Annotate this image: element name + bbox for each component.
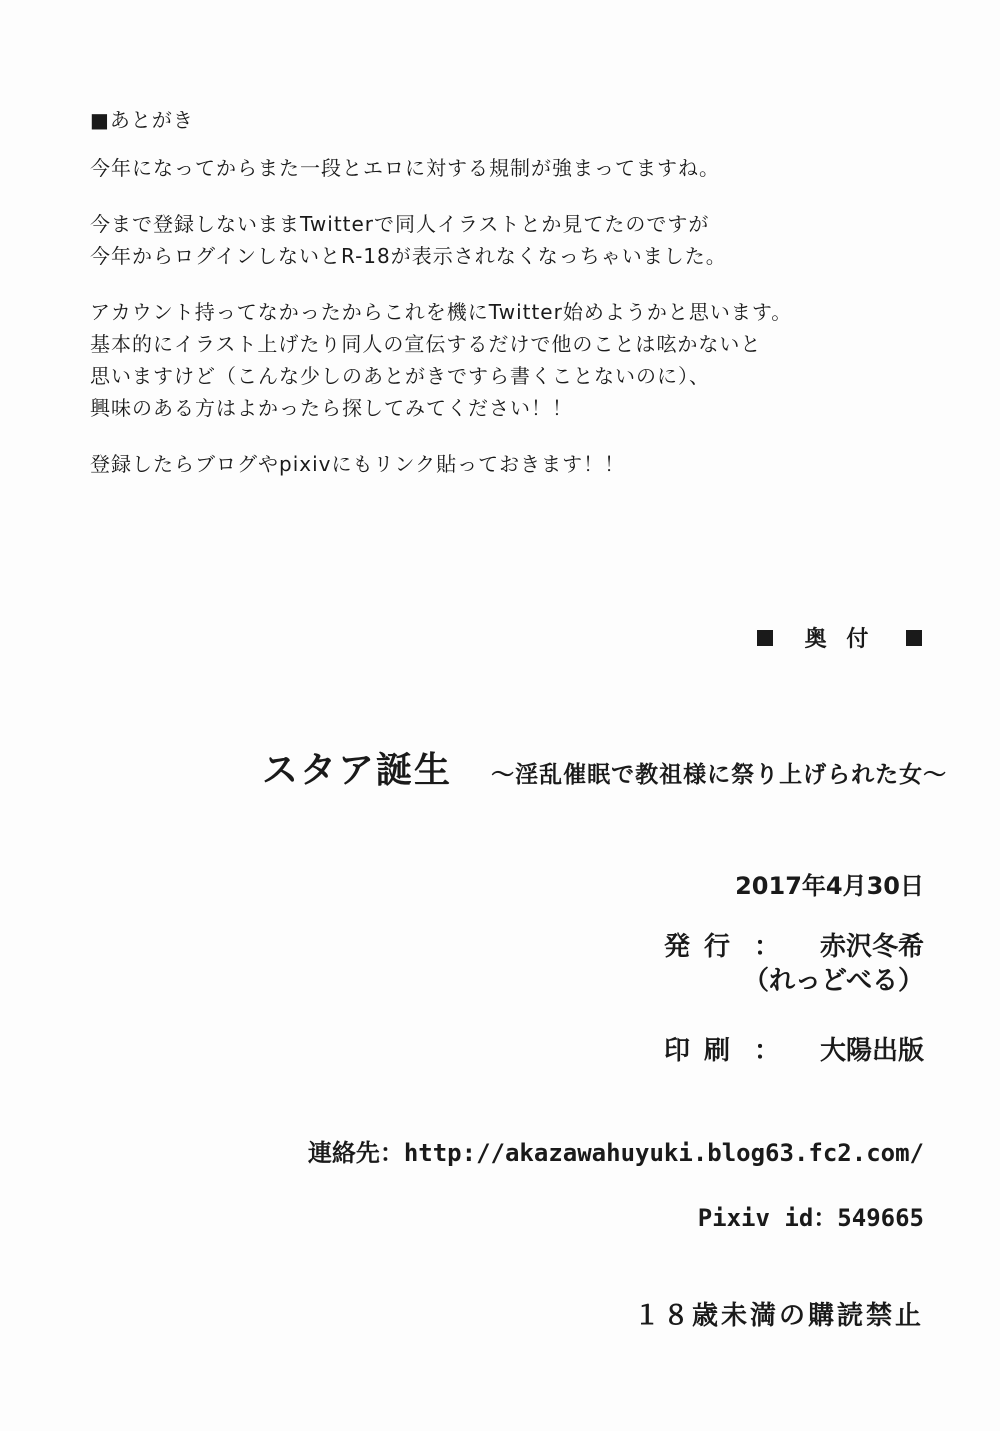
- printer-block: [664, 1030, 924, 1067]
- afterword-paragraph-1: [90, 152, 850, 184]
- contact-url: http://akazawahuyuki.blog63.fc2.com/: [403, 1139, 924, 1167]
- afterword-section: [90, 104, 850, 504]
- afterword-line: 今年になってからまた一段とエロに対する規制が強まってますね。: [90, 156, 720, 180]
- issuer-label: 発行: [663, 932, 744, 962]
- publication-date: 2017年4月30日: [735, 872, 924, 900]
- printer-label: 印刷: [663, 1036, 744, 1066]
- square-bullet-icon: [906, 630, 922, 646]
- afterword-paragraph-4: [90, 448, 850, 480]
- book-subtitle: ～淫乱催眠で教祖様に祭り上げられた女～: [491, 762, 948, 788]
- printer-name: 大陽出版: [819, 1036, 924, 1066]
- issuer-name: 赤沢冬希: [819, 932, 924, 962]
- colophon-heading-text: 奥 付: [804, 627, 875, 652]
- issuer-circle: （れっどべる）: [743, 966, 924, 996]
- afterword-line: 思いますけど（こんな少しのあとがきですら書くことないのに）、: [90, 364, 710, 388]
- book-title: スタア誕生: [262, 750, 453, 791]
- afterword-paragraph-3: [90, 296, 850, 424]
- contact-block: [308, 1133, 924, 1168]
- afterword-line: アカウント持ってなかったからこれを機にTwitter始めようかと思います。: [90, 300, 793, 324]
- afterword-heading: ■あとがき: [90, 108, 194, 132]
- printer-colon: ：: [753, 1036, 780, 1066]
- colophon-heading: [757, 622, 922, 653]
- contact-label: 連絡先：: [307, 1139, 404, 1167]
- issuer-colon: ：: [753, 932, 780, 962]
- age-restriction-notice: １８歳未満の購読禁止: [633, 1301, 924, 1331]
- afterword-line: 今年からログインしないとR-18が表示されなくなっちゃいました。: [90, 244, 727, 268]
- book-title-row: [262, 742, 948, 793]
- afterword-paragraph-2: [90, 208, 850, 272]
- afterword-line: 基本的にイラスト上げたり同人の宣伝するだけで他のことは呟かないと: [90, 332, 762, 356]
- afterword-line: 登録したらブログやpixivにもリンク貼っておきます！！: [90, 452, 626, 476]
- pixiv-id: Pixiv id：549665: [697, 1204, 924, 1232]
- square-bullet-icon: [757, 630, 773, 646]
- afterword-line: 興味のある方はよかったら探してみてください！！: [90, 396, 573, 420]
- afterword-line: 今まで登録しないままTwitterで同人イラストとか見てたのですが: [90, 212, 710, 236]
- issuer-block: [664, 930, 924, 998]
